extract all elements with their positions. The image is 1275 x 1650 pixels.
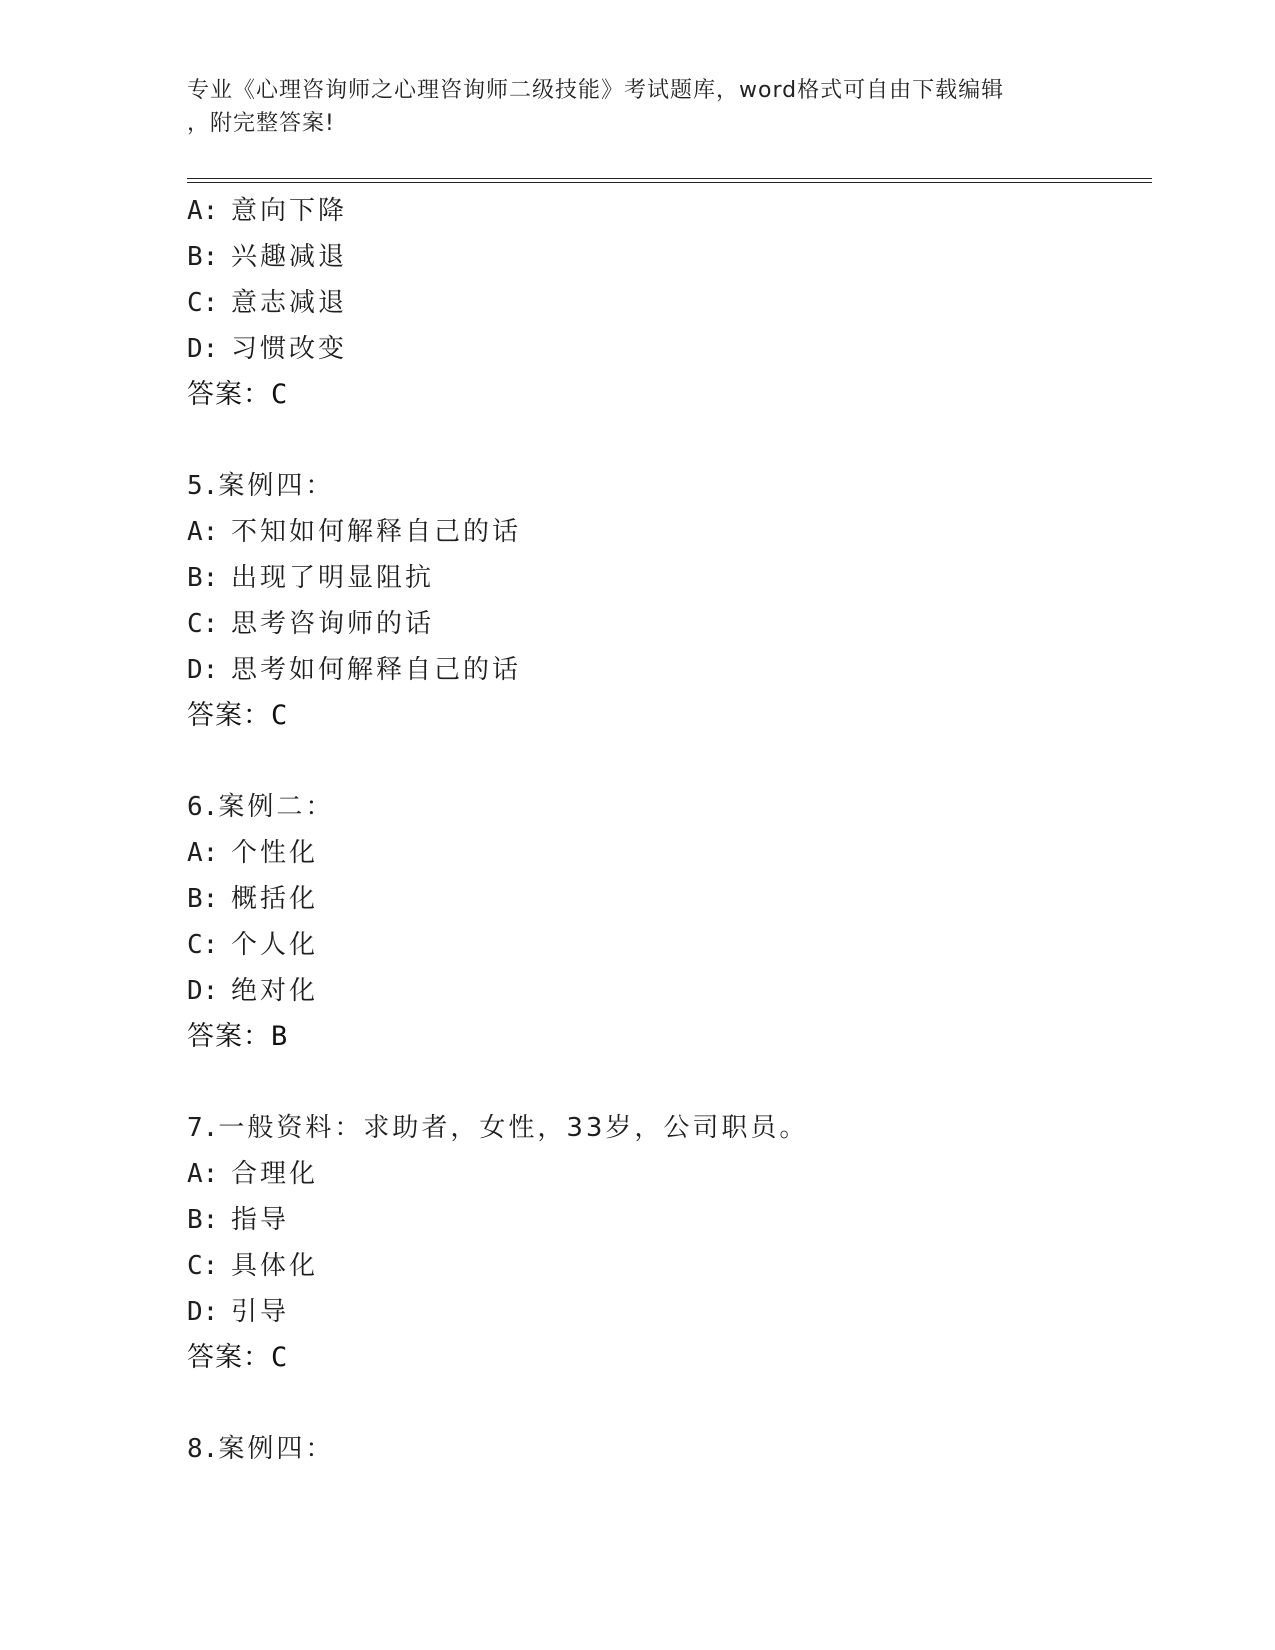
option-letter: C: xyxy=(187,1251,219,1281)
option-letter: B: xyxy=(187,242,219,272)
option-text: 习惯改变 xyxy=(231,334,348,364)
option-text: 出现了明显阻抗 xyxy=(231,563,435,593)
option-letter: A: xyxy=(187,838,219,868)
option-b xyxy=(187,1197,1147,1243)
option-text: 合理化 xyxy=(231,1159,319,1189)
option-letter: A: xyxy=(187,517,219,547)
answer-label: 答案： xyxy=(187,1021,271,1052)
option-a xyxy=(187,830,1147,876)
question-text: 案例二： xyxy=(218,792,335,822)
option-letter: C: xyxy=(187,930,219,960)
question-number: 6. xyxy=(187,792,219,822)
option-text: 个性化 xyxy=(231,838,319,868)
question-stem xyxy=(187,463,1147,509)
header-title-line-1: 专业《心理咨询师之心理咨询师二级技能》考试题库，word格式可自由下载编辑 xyxy=(187,78,1005,103)
option-d xyxy=(187,1289,1147,1335)
option-letter: B: xyxy=(187,1205,219,1235)
answer-line xyxy=(187,1014,1147,1060)
option-text: 兴趣减退 xyxy=(231,242,348,272)
question-number: 7. xyxy=(187,1113,219,1143)
answer-label: 答案： xyxy=(187,700,271,731)
option-text: 具体化 xyxy=(231,1251,319,1281)
question-block-7 xyxy=(187,1105,1147,1381)
option-letter: A: xyxy=(187,196,219,226)
option-letter: A: xyxy=(187,1159,219,1189)
question-list xyxy=(187,188,1147,1472)
document-header xyxy=(187,74,1087,140)
answer-label: 答案： xyxy=(187,379,271,410)
option-text: 意向下降 xyxy=(231,196,348,226)
option-text: 指导 xyxy=(231,1205,290,1235)
option-c xyxy=(187,922,1147,968)
answer-line xyxy=(187,372,1147,418)
question-text: 案例四： xyxy=(218,471,335,501)
option-c xyxy=(187,1243,1147,1289)
question-block-8 xyxy=(187,1426,1147,1472)
question-block-6 xyxy=(187,784,1147,1060)
answer-value: C xyxy=(271,379,289,410)
question-stem xyxy=(187,1426,1147,1472)
option-text: 意志减退 xyxy=(231,288,348,318)
answer-label: 答案： xyxy=(187,1342,271,1373)
option-text: 思考如何解释自己的话 xyxy=(231,655,522,685)
question-text: 案例四： xyxy=(218,1434,335,1464)
answer-value: B xyxy=(271,1021,289,1052)
header-title-line-2: ，附完整答案! xyxy=(187,111,335,136)
option-letter: C: xyxy=(187,288,219,318)
option-text: 绝对化 xyxy=(231,976,319,1006)
option-c xyxy=(187,280,1147,326)
option-letter: C: xyxy=(187,609,219,639)
option-a xyxy=(187,509,1147,555)
question-stem xyxy=(187,784,1147,830)
option-letter: D: xyxy=(187,334,219,364)
option-b xyxy=(187,876,1147,922)
question-number: 8. xyxy=(187,1434,219,1464)
question-block-5 xyxy=(187,463,1147,739)
option-text: 思考咨询师的话 xyxy=(231,609,435,639)
option-b xyxy=(187,234,1147,280)
option-letter: B: xyxy=(187,563,219,593)
question-block-partial xyxy=(187,188,1147,418)
option-text: 引导 xyxy=(231,1297,290,1327)
option-text: 个人化 xyxy=(231,930,319,960)
question-stem xyxy=(187,1105,1147,1151)
option-letter: D: xyxy=(187,976,219,1006)
option-a xyxy=(187,188,1147,234)
answer-value: C xyxy=(271,1342,289,1373)
answer-value: C xyxy=(271,700,289,731)
option-a xyxy=(187,1151,1147,1197)
option-b xyxy=(187,555,1147,601)
option-d xyxy=(187,968,1147,1014)
question-text: 一般资料：求助者，女性，33岁，公司职员。 xyxy=(218,1113,809,1143)
option-letter: D: xyxy=(187,655,219,685)
header-divider xyxy=(187,178,1152,183)
answer-line xyxy=(187,693,1147,739)
option-letter: B: xyxy=(187,884,219,914)
question-number: 5. xyxy=(187,471,219,501)
option-text: 概括化 xyxy=(231,884,319,914)
option-d xyxy=(187,326,1147,372)
option-d xyxy=(187,647,1147,693)
option-c xyxy=(187,601,1147,647)
option-text: 不知如何解释自己的话 xyxy=(231,517,522,547)
answer-line xyxy=(187,1335,1147,1381)
option-letter: D: xyxy=(187,1297,219,1327)
